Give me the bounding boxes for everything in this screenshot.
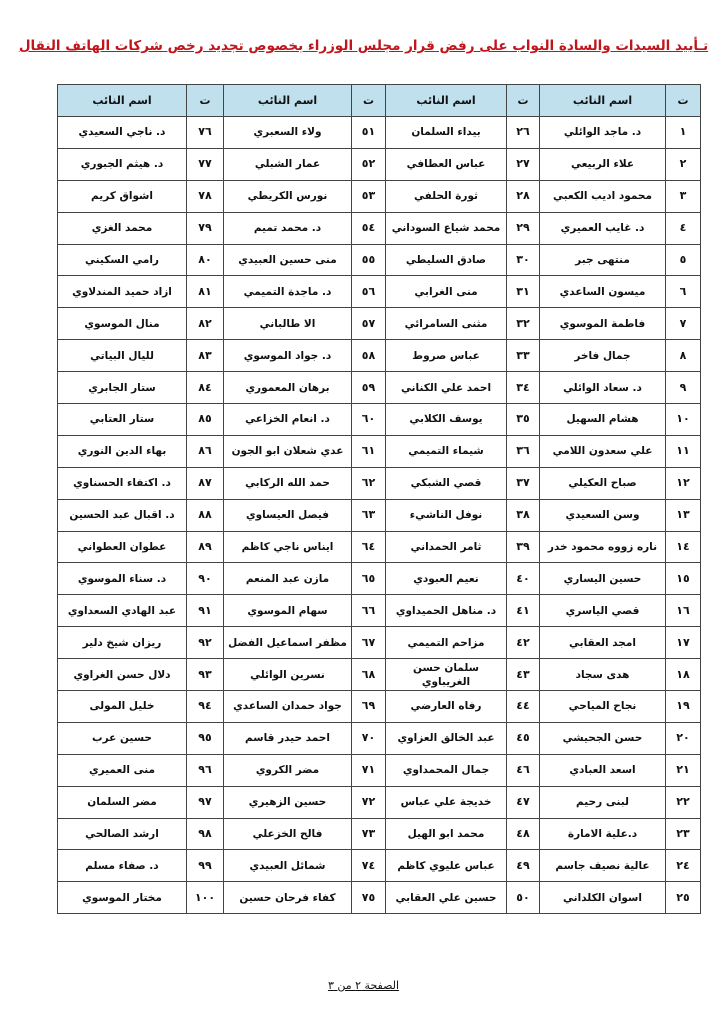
deputy-name-cell: ناره زووه محمود خدر xyxy=(540,531,666,563)
deputy-name-cell: حمد الله الركابي xyxy=(224,467,352,499)
deputy-name-cell: مضر السلمان xyxy=(58,786,187,818)
deputy-number-cell: ٦٠ xyxy=(352,404,386,436)
deputy-name-cell: جواد حمدان الساعدي xyxy=(224,691,352,723)
deputy-number-cell: ٧٦ xyxy=(187,117,224,149)
deputy-number-cell: ٨١ xyxy=(187,276,224,308)
deputy-name-cell: ايناس ناجي كاظم xyxy=(224,531,352,563)
deputy-name-cell: د. هيثم الجبوري xyxy=(58,148,187,180)
deputy-number-cell: ١٥ xyxy=(666,563,701,595)
table-row xyxy=(58,308,701,340)
deputy-number-cell: ٣٨ xyxy=(507,499,540,531)
deputy-name-cell: شمائل العبيدي xyxy=(224,850,352,882)
deputy-name-cell: حسين علي العقابي xyxy=(386,882,507,914)
deputy-number-cell: ٢٩ xyxy=(507,212,540,244)
deputy-name-cell: محمود اديب الكعبي xyxy=(540,180,666,212)
deputy-number-cell: ٨٥ xyxy=(187,404,224,436)
header-deputy-name: اسم النائب xyxy=(386,85,507,117)
deputy-number-cell: ٩٩ xyxy=(187,850,224,882)
deputy-number-cell: ٦٩ xyxy=(352,691,386,723)
deputy-name-cell: بيداء السلمان xyxy=(386,117,507,149)
deputy-name-cell: نوفل الناشيء xyxy=(386,499,507,531)
table-row xyxy=(58,627,701,659)
deputy-number-cell: ٤٥ xyxy=(507,722,540,754)
deputy-number-cell: ٣١ xyxy=(507,276,540,308)
deputy-number-cell: ٩٠ xyxy=(187,563,224,595)
deputy-name-cell: نعيم العبودي xyxy=(386,563,507,595)
deputy-number-cell: ١٢ xyxy=(666,467,701,499)
deputy-number-cell: ٣٢ xyxy=(507,308,540,340)
deputy-number-cell: ٩ xyxy=(666,372,701,404)
deputy-number-cell: ٨٣ xyxy=(187,340,224,372)
deputy-number-cell: ١ xyxy=(666,117,701,149)
deputy-number-cell: ٢ xyxy=(666,148,701,180)
table-row xyxy=(58,180,701,212)
deputy-name-cell: لبنى رحيم xyxy=(540,786,666,818)
deputy-name-cell: جمال فاخر xyxy=(540,340,666,372)
header-number: ت xyxy=(352,85,386,117)
deputy-name-cell: مازن عبد المنعم xyxy=(224,563,352,595)
table-row xyxy=(58,499,701,531)
deputy-name-cell: صباح العكيلي xyxy=(540,467,666,499)
table-row xyxy=(58,754,701,786)
deputy-name-cell: اشواق كريم xyxy=(58,180,187,212)
deputy-number-cell: ١٩ xyxy=(666,691,701,723)
deputy-number-cell: ٨٠ xyxy=(187,244,224,276)
deputy-number-cell: ٧٥ xyxy=(352,882,386,914)
deputy-name-cell: فاطمة الموسوي xyxy=(540,308,666,340)
deputy-number-cell: ٣ xyxy=(666,180,701,212)
header-deputy-name: اسم النائب xyxy=(58,85,187,117)
deputy-number-cell: ٩٨ xyxy=(187,818,224,850)
deputy-name-cell: د. سعاد الوائلي xyxy=(540,372,666,404)
deputy-number-cell: ٤٦ xyxy=(507,754,540,786)
deputy-name-cell: نجاح المياحي xyxy=(540,691,666,723)
deputy-name-cell: د. مناهل الحميداوي xyxy=(386,595,507,627)
deputy-number-cell: ٥٥ xyxy=(352,244,386,276)
deputy-number-cell: ٩٣ xyxy=(187,659,224,691)
deputy-name-cell: د. ماجدة التميمي xyxy=(224,276,352,308)
deputy-name-cell: مظفر اسماعيل الفضل xyxy=(224,627,352,659)
deputy-name-cell: سهام الموسوي xyxy=(224,595,352,627)
deputy-number-cell: ٤٢ xyxy=(507,627,540,659)
deputy-name-cell: د.علية الامارة xyxy=(540,818,666,850)
deputy-number-cell: ٢٦ xyxy=(507,117,540,149)
header-deputy-name: اسم النائب xyxy=(224,85,352,117)
table-row xyxy=(58,148,701,180)
deputy-number-cell: ٨ xyxy=(666,340,701,372)
deputy-name-cell: ثورة الحلفي xyxy=(386,180,507,212)
deputy-number-cell: ٢١ xyxy=(666,754,701,786)
table-row xyxy=(58,212,701,244)
deputy-number-cell: ٩١ xyxy=(187,595,224,627)
deputy-name-cell: خديجة علي عباس xyxy=(386,786,507,818)
deputy-number-cell: ٣٠ xyxy=(507,244,540,276)
deputy-number-cell: ٩٦ xyxy=(187,754,224,786)
table-row xyxy=(58,595,701,627)
table-row xyxy=(58,850,701,882)
deputy-number-cell: ٨٨ xyxy=(187,499,224,531)
deputy-name-cell: د. صفاء مسلم xyxy=(58,850,187,882)
deputy-name-cell: د. ناجي السعيدي xyxy=(58,117,187,149)
deputy-name-cell: حسين عرب xyxy=(58,722,187,754)
deputy-number-cell: ١٤ xyxy=(666,531,701,563)
deputy-name-cell: سلمان حسن الغريباوي xyxy=(386,659,507,691)
deputy-number-cell: ٣٧ xyxy=(507,467,540,499)
table-row xyxy=(58,691,701,723)
deputy-name-cell: ثامر الحمداني xyxy=(386,531,507,563)
deputy-number-cell: ٧١ xyxy=(352,754,386,786)
deputy-number-cell: ٢٠ xyxy=(666,722,701,754)
deputy-name-cell: مثنى السامرائي xyxy=(386,308,507,340)
deputy-number-cell: ٩٥ xyxy=(187,722,224,754)
deputy-name-cell: برهان المعموري xyxy=(224,372,352,404)
table-row xyxy=(58,563,701,595)
deputy-name-cell: عباس صروط xyxy=(386,340,507,372)
deputy-number-cell: ٢٣ xyxy=(666,818,701,850)
deputy-number-cell: ٣٦ xyxy=(507,435,540,467)
header-number: ت xyxy=(187,85,224,117)
deputy-number-cell: ٥٠ xyxy=(507,882,540,914)
deputy-name-cell: د. غايب العميري xyxy=(540,212,666,244)
deputy-number-cell: ٧٧ xyxy=(187,148,224,180)
deputy-number-cell: ٤٨ xyxy=(507,818,540,850)
deputy-number-cell: ٢٢ xyxy=(666,786,701,818)
deputy-name-cell: جمال المحمداوي xyxy=(386,754,507,786)
deputy-name-cell: احمد حيدر قاسم xyxy=(224,722,352,754)
deputy-number-cell: ٤٩ xyxy=(507,850,540,882)
deputy-number-cell: ٤٣ xyxy=(507,659,540,691)
deputy-name-cell: د. محمد تميم xyxy=(224,212,352,244)
deputy-number-cell: ٦١ xyxy=(352,435,386,467)
deputy-name-cell: حسين الزهيري xyxy=(224,786,352,818)
deputy-name-cell: منى حسين العبيدي xyxy=(224,244,352,276)
deputy-name-cell: هشام السهيل xyxy=(540,404,666,436)
deputy-number-cell: ٧٢ xyxy=(352,786,386,818)
deputy-name-cell: اسعد العبادي xyxy=(540,754,666,786)
deputy-number-cell: ٣٣ xyxy=(507,340,540,372)
deputy-number-cell: ٤١ xyxy=(507,595,540,627)
deputy-number-cell: ٧ xyxy=(666,308,701,340)
deputy-name-cell: عالية نصيف جاسم xyxy=(540,850,666,882)
deputy-name-cell: عباس عليوي كاظم xyxy=(386,850,507,882)
table-header-row xyxy=(58,85,701,117)
deputy-number-cell: ٣٤ xyxy=(507,372,540,404)
deputy-name-cell: منتهى جبر xyxy=(540,244,666,276)
deputy-name-cell: لليال البياتي xyxy=(58,340,187,372)
deputy-name-cell: عبد الهادي السعداوي xyxy=(58,595,187,627)
deputy-number-cell: ٥١ xyxy=(352,117,386,149)
deputy-name-cell: دلال حسن الغراوي xyxy=(58,659,187,691)
table-row xyxy=(58,372,701,404)
deputy-number-cell: ١٠ xyxy=(666,404,701,436)
deputy-name-cell: مضر الكروي xyxy=(224,754,352,786)
deputy-number-cell: ٣٥ xyxy=(507,404,540,436)
deputy-name-cell: نسرين الوائلي xyxy=(224,659,352,691)
deputy-number-cell: ٦٥ xyxy=(352,563,386,595)
deputy-number-cell: ٢٨ xyxy=(507,180,540,212)
table-row xyxy=(58,531,701,563)
deputy-number-cell: ٧٤ xyxy=(352,850,386,882)
deputy-number-cell: ٨٤ xyxy=(187,372,224,404)
deputy-number-cell: ١٠٠ xyxy=(187,882,224,914)
deputy-name-cell: وسن السعيدي xyxy=(540,499,666,531)
deputy-number-cell: ٦٨ xyxy=(352,659,386,691)
table-row xyxy=(58,244,701,276)
deputy-name-cell: شيماء التميمي xyxy=(386,435,507,467)
deputy-number-cell: ٦٤ xyxy=(352,531,386,563)
deputy-name-cell: امجد العقابي xyxy=(540,627,666,659)
deputy-name-cell: احمد علي الكناني xyxy=(386,372,507,404)
deputy-number-cell: ٧٩ xyxy=(187,212,224,244)
deputy-number-cell: ٥٦ xyxy=(352,276,386,308)
deputy-name-cell: منى العميري xyxy=(58,754,187,786)
deputy-name-cell: عطوان العطواني xyxy=(58,531,187,563)
deputy-name-cell: ميسون الساعدي xyxy=(540,276,666,308)
deputy-number-cell: ٩٢ xyxy=(187,627,224,659)
deputy-name-cell: ولاء السعبري xyxy=(224,117,352,149)
table-row xyxy=(58,659,701,691)
deputy-name-cell: قصي الياسري xyxy=(540,595,666,627)
deputy-name-cell: عبد الخالق العزاوي xyxy=(386,722,507,754)
deputy-number-cell: ٢٤ xyxy=(666,850,701,882)
deputy-number-cell: ٨٢ xyxy=(187,308,224,340)
deputy-number-cell: ٨٧ xyxy=(187,467,224,499)
deputy-number-cell: ٨٩ xyxy=(187,531,224,563)
deputy-name-cell: محمد الغزي xyxy=(58,212,187,244)
deputy-number-cell: ٤٧ xyxy=(507,786,540,818)
deputy-name-cell: فيصل العيساوي xyxy=(224,499,352,531)
deputy-number-cell: ٩٤ xyxy=(187,691,224,723)
table-row xyxy=(58,340,701,372)
deputy-number-cell: ٥ xyxy=(666,244,701,276)
table-row xyxy=(58,467,701,499)
table-row xyxy=(58,818,701,850)
deputy-number-cell: ٤٠ xyxy=(507,563,540,595)
deputy-name-cell: د. جواد الموسوي xyxy=(224,340,352,372)
header-number: ت xyxy=(507,85,540,117)
deputy-number-cell: ٦٦ xyxy=(352,595,386,627)
deputy-number-cell: ٤ xyxy=(666,212,701,244)
deputy-name-cell: كفاء فرحان حسين xyxy=(224,882,352,914)
table-row xyxy=(58,786,701,818)
deputy-name-cell: عباس العطافي xyxy=(386,148,507,180)
deputy-number-cell: ٦ xyxy=(666,276,701,308)
deputy-name-cell: عدي شعلان ابو الجون xyxy=(224,435,352,467)
deputy-name-cell: د. انعام الخزاعي xyxy=(224,404,352,436)
deputy-name-cell: حسن الجحيشي xyxy=(540,722,666,754)
deputy-number-cell: ٧٠ xyxy=(352,722,386,754)
deputy-number-cell: ١٧ xyxy=(666,627,701,659)
table-row xyxy=(58,276,701,308)
deputy-number-cell: ٦٢ xyxy=(352,467,386,499)
deputy-name-cell: اسوان الكلداني xyxy=(540,882,666,914)
deputy-name-cell: يوسف الكلابي xyxy=(386,404,507,436)
deputy-name-cell: نورس الكريطي xyxy=(224,180,352,212)
deputy-name-cell: ازاد حميد المندلاوي xyxy=(58,276,187,308)
deputy-name-cell: هدى سجاد xyxy=(540,659,666,691)
deputy-number-cell: ٢٧ xyxy=(507,148,540,180)
deputy-name-cell: محمد شياع السوداني xyxy=(386,212,507,244)
deputy-number-cell: ٤٤ xyxy=(507,691,540,723)
deputy-number-cell: ٥٤ xyxy=(352,212,386,244)
deputy-name-cell: ستار العتابي xyxy=(58,404,187,436)
deputy-name-cell: فالح الخزعلي xyxy=(224,818,352,850)
header-number: ت xyxy=(666,85,701,117)
table-row xyxy=(58,722,701,754)
deputy-name-cell: مزاحم التميمي xyxy=(386,627,507,659)
deputy-number-cell: ١٨ xyxy=(666,659,701,691)
deputy-name-cell: منال الموسوي xyxy=(58,308,187,340)
deputy-name-cell: د. ماجد الوائلي xyxy=(540,117,666,149)
deputy-number-cell: ١٦ xyxy=(666,595,701,627)
table-row xyxy=(58,404,701,436)
deputy-name-cell: رامي السكيني xyxy=(58,244,187,276)
deputy-name-cell: ارشد الصالحي xyxy=(58,818,187,850)
deputy-name-cell: محمد ابو الهيل xyxy=(386,818,507,850)
deputy-name-cell: خليل المولى xyxy=(58,691,187,723)
deputies-table xyxy=(57,84,701,914)
deputy-name-cell: د. اقبال عبد الحسين xyxy=(58,499,187,531)
deputy-number-cell: ٥٩ xyxy=(352,372,386,404)
deputy-number-cell: ٨٦ xyxy=(187,435,224,467)
table-row xyxy=(58,117,701,149)
deputy-number-cell: ٥٣ xyxy=(352,180,386,212)
deputy-name-cell: الا طالباني xyxy=(224,308,352,340)
deputy-name-cell: منى الغرابي xyxy=(386,276,507,308)
document-title: تـأييد السيدات والسادة النواب على رفض قرار مجلس الوزراء بخصوص تجديد رخص شركات الهاتف النقال xyxy=(18,38,709,54)
deputy-number-cell: ٦٣ xyxy=(352,499,386,531)
header-deputy-name: اسم النائب xyxy=(540,85,666,117)
deputy-number-cell: ٦٧ xyxy=(352,627,386,659)
deputy-name-cell: ستار الجابري xyxy=(58,372,187,404)
deputy-name-cell: عمار الشبلي xyxy=(224,148,352,180)
deputy-number-cell: ٥٧ xyxy=(352,308,386,340)
deputy-number-cell: ٧٣ xyxy=(352,818,386,850)
deputy-number-cell: ١٣ xyxy=(666,499,701,531)
deputy-name-cell: د. اكتفاء الحسناوي xyxy=(58,467,187,499)
deputy-number-cell: ٩٧ xyxy=(187,786,224,818)
deputy-name-cell: بهاء الدين النوري xyxy=(58,435,187,467)
deputy-number-cell: ٥٨ xyxy=(352,340,386,372)
deputy-name-cell: صادق السليطي xyxy=(386,244,507,276)
deputy-number-cell: ١١ xyxy=(666,435,701,467)
table-row xyxy=(58,882,701,914)
deputy-number-cell: ٧٨ xyxy=(187,180,224,212)
deputy-name-cell: ريزان شيخ دلير xyxy=(58,627,187,659)
deputy-name-cell: رفاه العارضي xyxy=(386,691,507,723)
deputy-name-cell: د. سناء الموسوي xyxy=(58,563,187,595)
deputy-name-cell: حسين اليساري xyxy=(540,563,666,595)
deputy-number-cell: ٣٩ xyxy=(507,531,540,563)
page-number: الصفحة ٢ من ٣ xyxy=(327,979,400,992)
deputy-name-cell: علاء الربيعي xyxy=(540,148,666,180)
deputy-name-cell: علي سعدون اللامي xyxy=(540,435,666,467)
deputy-number-cell: ٢٥ xyxy=(666,882,701,914)
deputy-name-cell: قصي الشبكي xyxy=(386,467,507,499)
table-body xyxy=(58,117,701,914)
deputy-name-cell: مختار الموسوي xyxy=(58,882,187,914)
table-row xyxy=(58,435,701,467)
deputy-number-cell: ٥٢ xyxy=(352,148,386,180)
